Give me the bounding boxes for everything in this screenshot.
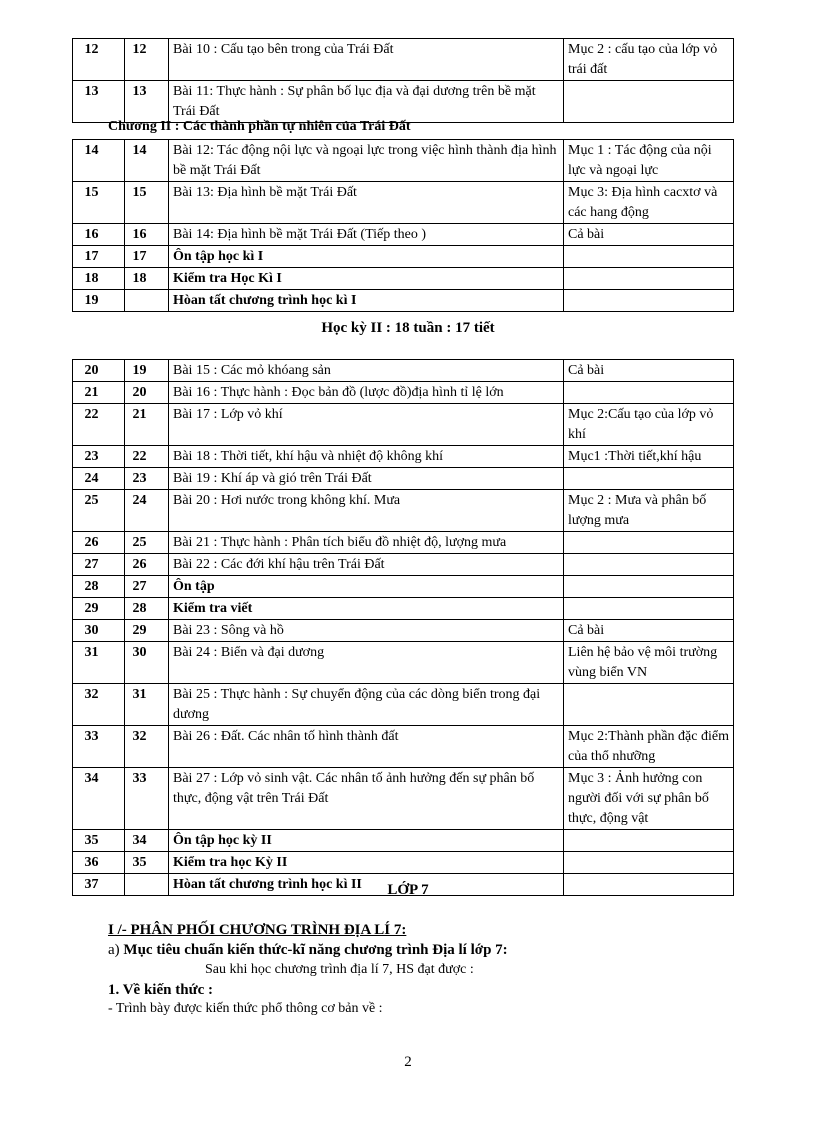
table-row xyxy=(73,81,734,123)
lesson-title-cell: Hòan tất chương trình học kì II xyxy=(169,874,564,896)
table-row xyxy=(73,852,734,874)
lesson-number-cell: 25 xyxy=(125,532,169,554)
lesson-title-cell: Bài 17 : Lớp vỏ khí xyxy=(169,404,564,446)
lesson-number-cell xyxy=(125,290,169,312)
lesson-number-cell: 27 xyxy=(125,576,169,598)
period-number-cell: 17 xyxy=(73,246,125,268)
period-number-cell: 16 xyxy=(73,224,125,246)
lesson-title-cell: Bài 26 : Đất. Các nhân tố hình thành đất xyxy=(169,726,564,768)
period-number-cell: 12 xyxy=(73,39,125,81)
lesson-number-cell: 22 xyxy=(125,446,169,468)
table-row xyxy=(73,224,734,246)
lesson-number-cell: 18 xyxy=(125,268,169,290)
knowledge-heading: 1. Về kiến thức : xyxy=(108,982,213,998)
lesson-title-cell: Bài 11: Thực hành : Sự phân bố lục địa và đại dương trên bề mặt Trái Đất xyxy=(169,81,564,123)
note-cell xyxy=(564,290,734,312)
note-cell: Mục 3 : Ảnh hưởng con người đối với sự phân bố thực, động vật xyxy=(564,768,734,830)
lesson-number-cell: 12 xyxy=(125,39,169,81)
lesson-title-cell: Hòan tất chương trình học kì I xyxy=(169,290,564,312)
table-row xyxy=(73,39,734,81)
table-row xyxy=(73,598,734,620)
note-cell xyxy=(564,382,734,404)
lesson-title-cell: Bài 14: Địa hình bề mặt Trái Đất (Tiếp theo ) xyxy=(169,224,564,246)
lesson-number-cell: 23 xyxy=(125,468,169,490)
lesson-number-cell: 29 xyxy=(125,620,169,642)
note-cell: Liên hệ bảo vệ môi trường vùng biển VN xyxy=(564,642,734,684)
table-row xyxy=(73,576,734,598)
table-row xyxy=(73,446,734,468)
lesson-number-cell: 33 xyxy=(125,768,169,830)
table-row xyxy=(73,140,734,182)
semester-heading: Học kỳ II : 18 tuần : 17 tiết xyxy=(321,320,495,336)
note-cell: Mục 2:Thành phần đặc điểm của thổ nhưỡng xyxy=(564,726,734,768)
period-number-cell: 25 xyxy=(73,490,125,532)
lesson-title-cell: Bài 23 : Sông và hồ xyxy=(169,620,564,642)
table-row xyxy=(73,404,734,446)
note-cell xyxy=(564,532,734,554)
table-row xyxy=(73,290,734,312)
lesson-title-cell: Bài 15 : Các mỏ khóang sản xyxy=(169,360,564,382)
period-number-cell: 13 xyxy=(73,81,125,123)
lesson-number-cell: 15 xyxy=(125,182,169,224)
note-cell xyxy=(564,852,734,874)
lesson-title-cell: Bài 10 : Cấu tạo bên trong của Trái Đất xyxy=(169,39,564,81)
lesson-number-cell: 17 xyxy=(125,246,169,268)
lesson-title-cell: Bài 24 : Biển và đại dương xyxy=(169,642,564,684)
period-number-cell: 30 xyxy=(73,620,125,642)
period-number-cell: 21 xyxy=(73,382,125,404)
note-cell xyxy=(564,554,734,576)
lesson-title-cell: Ôn tập học kỳ II xyxy=(169,830,564,852)
period-number-cell: 20 xyxy=(73,360,125,382)
table-row xyxy=(73,468,734,490)
lesson-title-cell: Kiểm tra Học Kì I xyxy=(169,268,564,290)
note-cell xyxy=(564,830,734,852)
period-number-cell: 23 xyxy=(73,446,125,468)
lesson-title-cell: Bài 18 : Thời tiết, khí hậu và nhiệt độ không khí xyxy=(169,446,564,468)
schedule-table-part-2 xyxy=(72,139,734,312)
lesson-number-cell: 24 xyxy=(125,490,169,532)
lesson-number-cell: 35 xyxy=(125,852,169,874)
lesson-title-cell: Bài 16 : Thực hành : Đọc bản đồ (lược đồ)địa hình tỉ lệ lớn xyxy=(169,382,564,404)
subsection-title: Mục tiêu chuẩn kiến thức-kĩ năng chương trình Địa lí lớp 7: xyxy=(123,942,508,958)
lesson-title-cell: Bài 22 : Các đới khí hậu trên Trái Đất xyxy=(169,554,564,576)
lesson-title-cell: Bài 20 : Hơi nước trong không khí. Mưa xyxy=(169,490,564,532)
bullet-text: - Trình bày được kiến thức phổ thông cơ bản về : xyxy=(108,1001,383,1016)
schedule-table-part-1 xyxy=(72,38,734,123)
lesson-number-cell: 16 xyxy=(125,224,169,246)
lesson-title-cell: Bài 12: Tác động nội lực và ngoại lực trong việc hình thành địa hình bề mặt Trái Đất xyxy=(169,140,564,182)
period-number-cell: 18 xyxy=(73,268,125,290)
period-number-cell: 36 xyxy=(73,852,125,874)
lesson-number-cell: 31 xyxy=(125,684,169,726)
table-row xyxy=(73,268,734,290)
table-row xyxy=(73,490,734,532)
table-row xyxy=(73,620,734,642)
schedule-table-part-3 xyxy=(72,359,734,896)
period-number-cell: 31 xyxy=(73,642,125,684)
period-number-cell: 22 xyxy=(73,404,125,446)
note-cell: Cả bài xyxy=(564,360,734,382)
note-cell: Mục 2:Cấu tạo của lớp vỏ khí xyxy=(564,404,734,446)
intro-text: Sau khi học chương trình địa lí 7, HS đạt được : xyxy=(205,962,474,977)
table-row xyxy=(73,382,734,404)
lesson-number-cell: 30 xyxy=(125,642,169,684)
lesson-number-cell: 21 xyxy=(125,404,169,446)
subsection-heading xyxy=(108,942,508,959)
period-number-cell: 37 xyxy=(73,874,125,896)
period-number-cell: 15 xyxy=(73,182,125,224)
lesson-number-cell: 19 xyxy=(125,360,169,382)
period-number-cell: 14 xyxy=(73,140,125,182)
table-row xyxy=(73,246,734,268)
chapter-heading: Chương II : Các thành phần tự nhiên của Trái Đất xyxy=(108,119,411,134)
table-row xyxy=(73,182,734,224)
lesson-number-cell: 26 xyxy=(125,554,169,576)
lesson-number-cell: 28 xyxy=(125,598,169,620)
period-number-cell: 24 xyxy=(73,468,125,490)
lesson-number-cell: 34 xyxy=(125,830,169,852)
lesson-number-cell: 14 xyxy=(125,140,169,182)
note-cell: Cả bài xyxy=(564,620,734,642)
period-number-cell: 26 xyxy=(73,532,125,554)
lesson-title-cell: Bài 19 : Khí áp và gió trên Trái Đất xyxy=(169,468,564,490)
period-number-cell: 29 xyxy=(73,598,125,620)
table-row xyxy=(73,726,734,768)
page-number: 2 xyxy=(404,1054,412,1070)
lesson-title-cell: Bài 13: Địa hình bề mặt Trái Đất xyxy=(169,182,564,224)
note-cell: Mục1 :Thời tiết,khí hậu xyxy=(564,446,734,468)
lesson-title-cell: Bài 27 : Lớp vỏ sinh vật. Các nhân tố ảnh hưởng đến sự phân bố thực, động vật trên Trái Đất xyxy=(169,768,564,830)
lesson-number-cell: 13 xyxy=(125,81,169,123)
table-row xyxy=(73,642,734,684)
table-row xyxy=(73,554,734,576)
note-cell xyxy=(564,81,734,123)
period-number-cell: 28 xyxy=(73,576,125,598)
lesson-number-cell: 20 xyxy=(125,382,169,404)
note-cell xyxy=(564,598,734,620)
table-row xyxy=(73,532,734,554)
lesson-title-cell: Bài 25 : Thực hành : Sự chuyển động của các dòng biển trong đại dương xyxy=(169,684,564,726)
period-number-cell: 34 xyxy=(73,768,125,830)
note-cell: Mục 3: Địa hình cacxtơ và các hang động xyxy=(564,182,734,224)
note-cell xyxy=(564,268,734,290)
note-cell: Cả bài xyxy=(564,224,734,246)
lesson-title-cell: Kiểm tra học Kỳ II xyxy=(169,852,564,874)
note-cell: Mục 1 : Tác động của nội lực và ngoại lực xyxy=(564,140,734,182)
note-cell xyxy=(564,576,734,598)
lesson-title-cell: Ôn tập học kì I xyxy=(169,246,564,268)
period-number-cell: 19 xyxy=(73,290,125,312)
note-cell xyxy=(564,468,734,490)
table-row xyxy=(73,830,734,852)
section-title: I /- PHÂN PHỐI CHƯƠNG TRÌNH ĐỊA LÍ 7: xyxy=(108,922,407,938)
lesson-title-cell: Kiểm tra viết xyxy=(169,598,564,620)
lesson-title-cell: Bài 21 : Thực hành : Phân tích biểu đồ nhiệt độ, lượng mưa xyxy=(169,532,564,554)
subsection-prefix: a) xyxy=(108,942,124,958)
period-number-cell: 35 xyxy=(73,830,125,852)
note-cell xyxy=(564,246,734,268)
table-row xyxy=(73,768,734,830)
period-number-cell: 27 xyxy=(73,554,125,576)
note-cell xyxy=(564,684,734,726)
table-row xyxy=(73,684,734,726)
lesson-number-cell: 32 xyxy=(125,726,169,768)
note-cell: Mục 2 : Mưa và phân bố lượng mưa xyxy=(564,490,734,532)
lesson-title-cell: Ôn tập xyxy=(169,576,564,598)
grade-heading: LỚP 7 xyxy=(387,882,429,898)
period-number-cell: 32 xyxy=(73,684,125,726)
note-cell: Mục 2 : cấu tạo của lớp vỏ trái đất xyxy=(564,39,734,81)
period-number-cell: 33 xyxy=(73,726,125,768)
table-row xyxy=(73,360,734,382)
